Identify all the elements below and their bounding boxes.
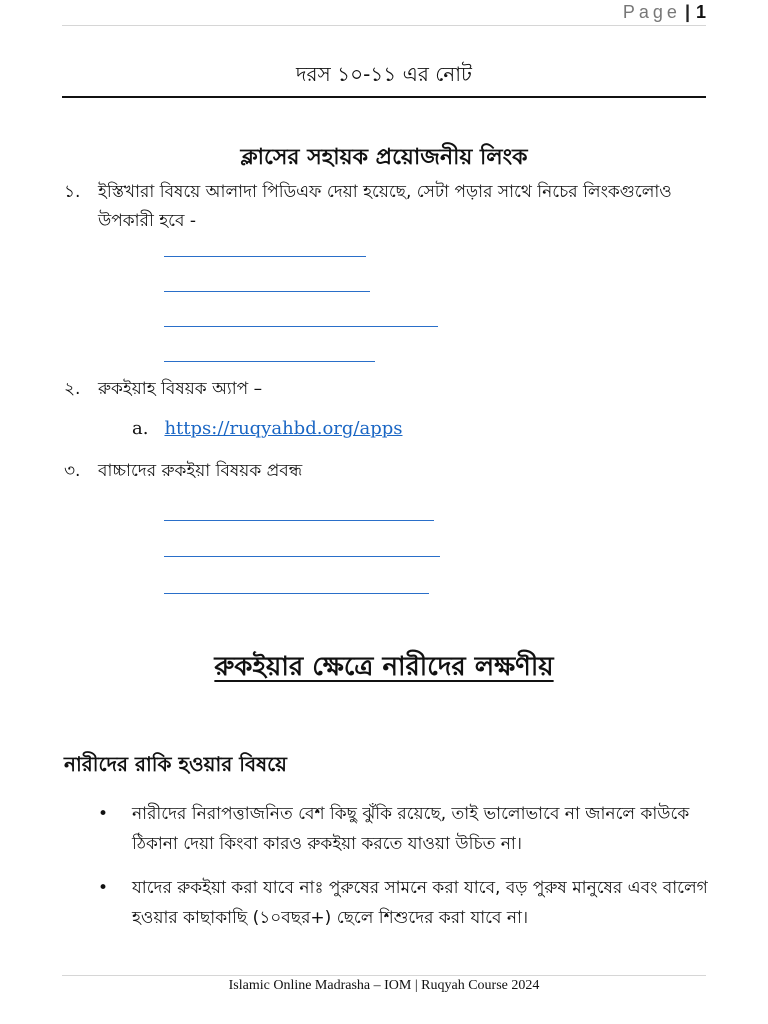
list-text: রুকইয়াহ বিষয়ক অ্যাপ –: [98, 379, 263, 399]
link-placeholder[interactable]: [164, 256, 366, 257]
link-placeholder[interactable]: [164, 593, 429, 594]
list-item: [64, 375, 714, 404]
link-placeholder[interactable]: [164, 326, 438, 327]
links-section-heading: ক্লাসের সহায়ক প্রয়োজনীয় লিংক: [240, 145, 528, 170]
link-placeholder[interactable]: [164, 520, 434, 521]
bullet-item: [98, 799, 710, 859]
list-item: [64, 457, 714, 486]
subject-underline: [62, 96, 706, 98]
link-placeholder[interactable]: [164, 291, 370, 292]
footer-text: Islamic Online Madrasha – IOM | Ruqyah Course 2024: [228, 978, 540, 993]
list-text: বাচ্চাদের রুকইয়া বিষয়ক প্রবন্ধ: [98, 461, 303, 481]
page-number: [623, 2, 706, 23]
women-section-heading: [62, 646, 706, 690]
apps-link[interactable]: https://ruqyahbd.org/apps: [164, 418, 403, 439]
sub-list-marker: a.: [132, 418, 149, 439]
page-label: Page: [622, 2, 681, 22]
document-subject: দরস ১০-১১ এর নোট: [296, 62, 472, 86]
bullet-text: নারীদের নিরাপত্তাজনিত বেশ কিছু ঝুঁকি রয়েছে, তাই ভালোভাবে না জানলে কাউকে ঠিকানা দেয়া কিংবা কারও রুকইয়া করতে যাওয়া উচিত না।: [132, 804, 690, 854]
list-text: ইস্তিখারা বিষয়ে আলাদা পিডিএফ দেয়া হয়েছে, সেটা পড়ার সাথে নিচের লিংকগুলোও উপকারী হবে -: [98, 182, 672, 231]
header-divider: [62, 25, 706, 26]
women-section-heading-text: রুকইয়ার ক্ষেত্রে নারীদের লক্ষণীয়: [214, 652, 554, 682]
footer-divider: [62, 975, 706, 976]
list-item: [64, 178, 714, 236]
women-raqi-subheading: নারীদের রাকি হওয়ার বিষয়ে: [64, 752, 287, 776]
list-number: ৩.: [64, 461, 81, 481]
sub-list-item: [132, 418, 403, 439]
page-number-value: 1: [695, 2, 706, 22]
page-separator: |: [684, 2, 690, 22]
bullet-text: যাদের রুকইয়া করা যাবে নাঃ পুরুষের সামনে করা যাবে, বড় পুরুষ মানুষের এবং বালেগ হওয়ার কাছাকাছি (১০বছর+) ছেলে শিশুদের করা যাবে না।: [132, 878, 708, 928]
bullet-item: [98, 873, 710, 933]
list-number: ১.: [64, 182, 81, 202]
list-number: ২.: [64, 379, 81, 399]
bullet-icon: •: [98, 878, 109, 898]
bullet-icon: •: [98, 804, 109, 824]
link-placeholder[interactable]: [164, 361, 375, 362]
link-placeholder[interactable]: [164, 556, 440, 557]
